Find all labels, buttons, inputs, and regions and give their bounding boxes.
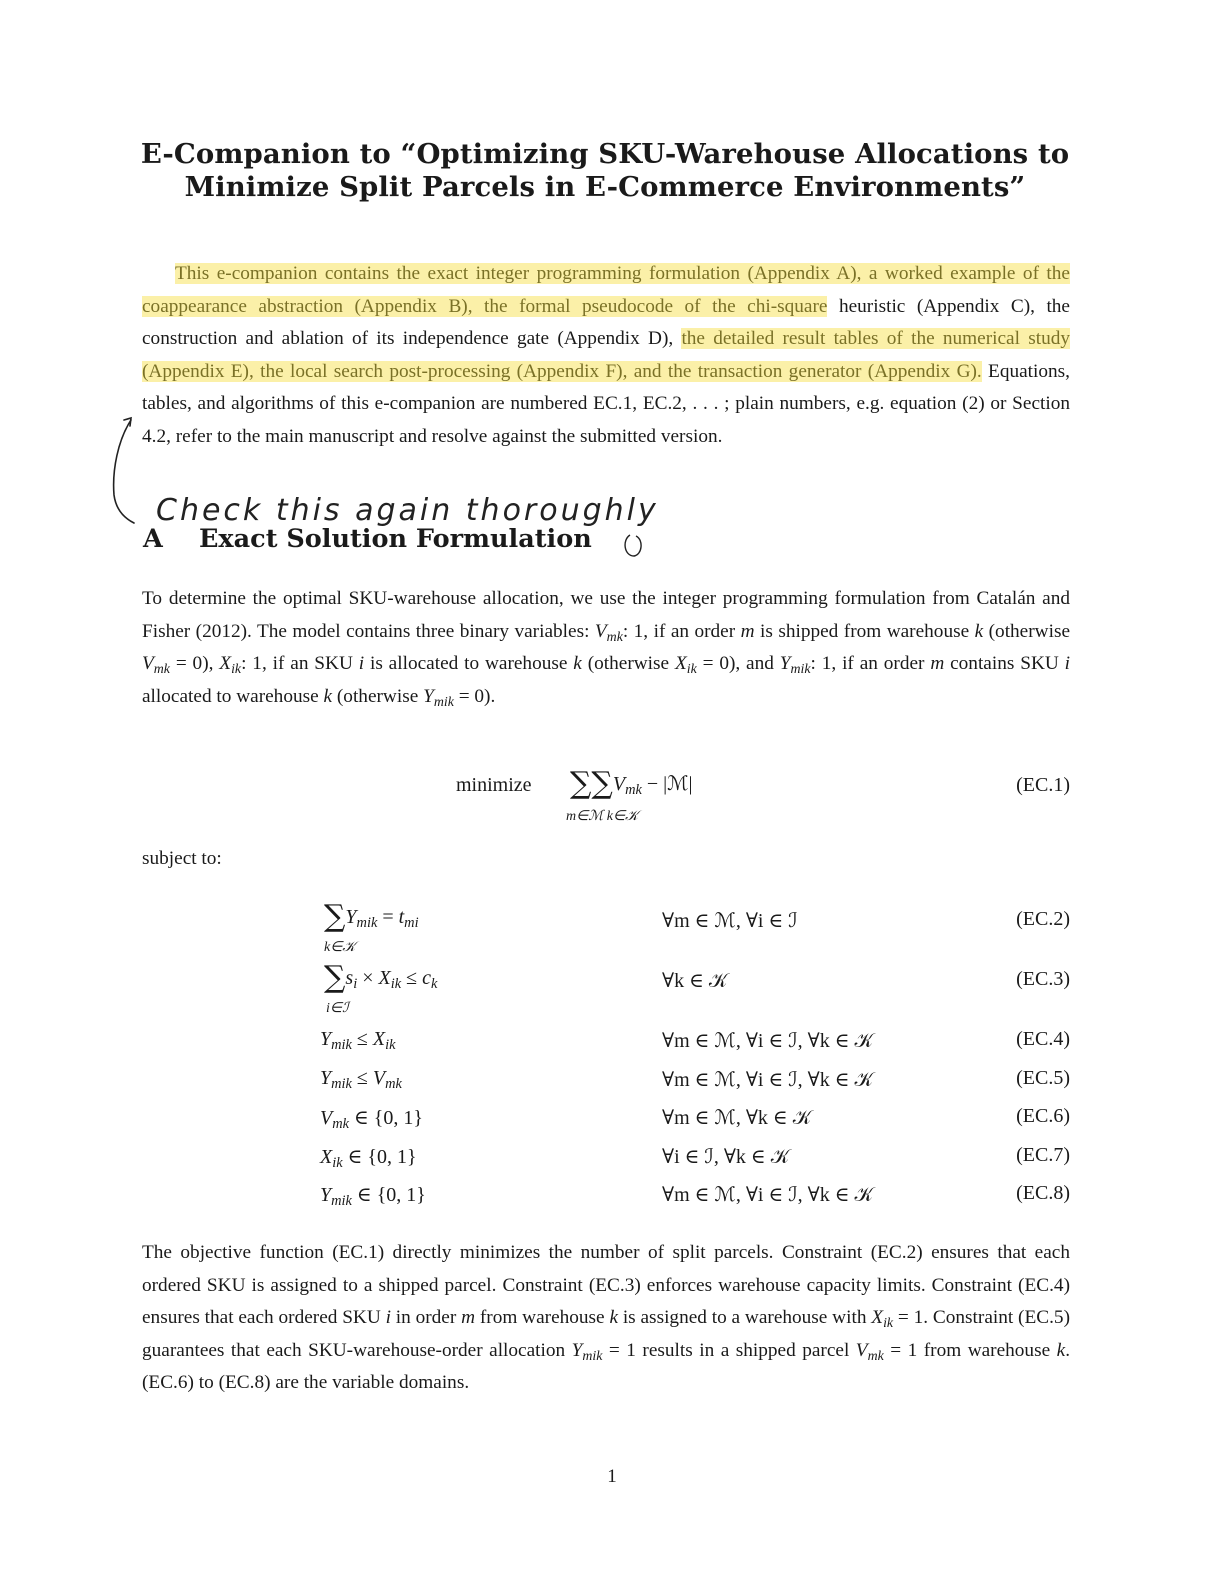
constraint-ec3-sum-index: i∈ℐ <box>326 1001 349 1016</box>
constraint-ec6: $V_{mk}$ ∈ {0, 1} <box>320 1107 424 1133</box>
constraint-ec8-domain: ∀m ∈ ℳ, ∀i ∈ ℐ, ∀k ∈ 𝒦 <box>662 1184 874 1206</box>
objective-label: minimize <box>456 774 532 796</box>
equation-number-ec5: (EC.5) <box>1016 1067 1070 1089</box>
handwritten-note: Check this again thoroughly <box>156 493 659 528</box>
constraint-ec6-domain: ∀m ∈ ℳ, ∀k ∈ 𝒦 <box>662 1107 812 1129</box>
intro-paragraph <box>142 258 1070 454</box>
title-line-1: E-Companion to “Optimizing SKU-Warehouse Allocations to <box>140 138 1070 170</box>
constraint-ec2-domain: ∀m ∈ ℳ, ∀i ∈ ℐ <box>662 910 798 932</box>
explanation-paragraph: The objective function (EC.1) directly minimizes the number of split parcels. Constraint (EC.2) ensures that each ordered SKU is assigned to a shipped parcel. Constraint (EC.3) enforces warehouse capacity limits. Constraint (EC.4) ensures that each ordered SKU i in order m from warehouse k is assigned to a warehouse with $X_{ik} = 1$. Constraint (EC.5) guarantees that each SKU-warehouse-order allocation $Y_{mik} = 1$ results in a shipped parcel $V_{mk} = 1$ from warehouse k. (EC.6) to (EC.8) are the variable domains. <box>142 1242 1071 1394</box>
constraint-ec3: $\sum s_i \times X_{ik} \le c_k$ <box>324 960 438 995</box>
equation-number-ec4: (EC.4) <box>1016 1028 1070 1050</box>
section-title: Exact Solution Formulation <box>199 524 592 554</box>
equation-number-ec1: (EC.1) <box>1016 774 1070 796</box>
equation-number-ec8: (EC.8) <box>1016 1182 1070 1204</box>
constraint-ec4: $Y_{mik} \le X_{ik}$ <box>320 1028 396 1054</box>
page-number: 1 <box>607 1466 617 1487</box>
constraint-ec2-sum-index: k∈𝒦 <box>324 940 356 955</box>
objective-sum-indices: m∈ℳ k∈𝒦 <box>566 809 639 824</box>
objective-equation: $\sum\sum V_{mk}$ − |ℳ| <box>570 766 693 801</box>
subject-to-label: subject to: <box>142 848 222 869</box>
equation-number-ec6: (EC.6) <box>1016 1105 1070 1127</box>
constraint-ec2: $\sum Y_{mik} = t_{mi}$ <box>324 899 419 934</box>
constraint-ec3-domain: ∀k ∈ 𝒦 <box>662 970 728 992</box>
highlight-2: the detailed result tables of the numerical study (Appendix E), the local search post-processing (Appendix F), and the transaction generator (Appendix G). <box>142 328 1070 382</box>
constraint-ec7-domain: ∀i ∈ ℐ, ∀k ∈ 𝒦 <box>662 1146 790 1168</box>
equation-number-ec2: (EC.2) <box>1016 908 1070 930</box>
section-heading <box>143 524 592 554</box>
intro-text-2: Equations, tables, and algorithms of this e-companion are numbered EC.1, EC.2, . . . ; plain numbers, e.g. equation (2) or Section 4.2, refer to the main manuscript and resolve against the submitted version. <box>142 360 1070 447</box>
highlight-1: This e-companion contains the exact integer programming formulation (Appendix A), a worked example of the coappearance abstraction (Appendix B), the formal pseudocode of the chi-square <box>142 263 1070 317</box>
constraint-ec7: $X_{ik}$ ∈ {0, 1} <box>320 1146 417 1172</box>
formulation-paragraph: To determine the optimal SKU-warehouse allocation, we use the integer programming formulation from Catalán and Fisher (2012). The model contains three binary variables: $V_{mk}$: 1, if an order m is shipped from warehouse k (otherwise $V_{mk} = 0$), $X_{ik}$: 1, if an SKU i is allocated to warehouse k (otherwise $X_{ik} = 0$), and $Y_{mik}$: 1, if an order m contains SKU i allocated to warehouse k (otherwise $Y_{mik} = 0$). <box>142 588 1071 710</box>
intro-text-1: heuristic (Appendix C), the construction and ablation of its independence gate (Appendix D), <box>142 295 1070 350</box>
title-line-2: Minimize Split Parcels in E-Commerce Environments” <box>184 171 1026 203</box>
constraint-ec8: $Y_{mik}$ ∈ {0, 1} <box>320 1184 426 1210</box>
constraint-ec5-domain: ∀m ∈ ℳ, ∀i ∈ ℐ, ∀k ∈ 𝒦 <box>662 1069 874 1091</box>
constraint-ec4-domain: ∀m ∈ ℳ, ∀i ∈ ℐ, ∀k ∈ 𝒦 <box>662 1030 874 1052</box>
section-number: A <box>143 524 163 554</box>
equation-number-ec3: (EC.3) <box>1016 968 1070 990</box>
constraint-ec5: $Y_{mik} \le V_{mk}$ <box>320 1067 402 1093</box>
paper-title <box>140 138 1070 204</box>
equation-number-ec7: (EC.7) <box>1016 1144 1070 1166</box>
